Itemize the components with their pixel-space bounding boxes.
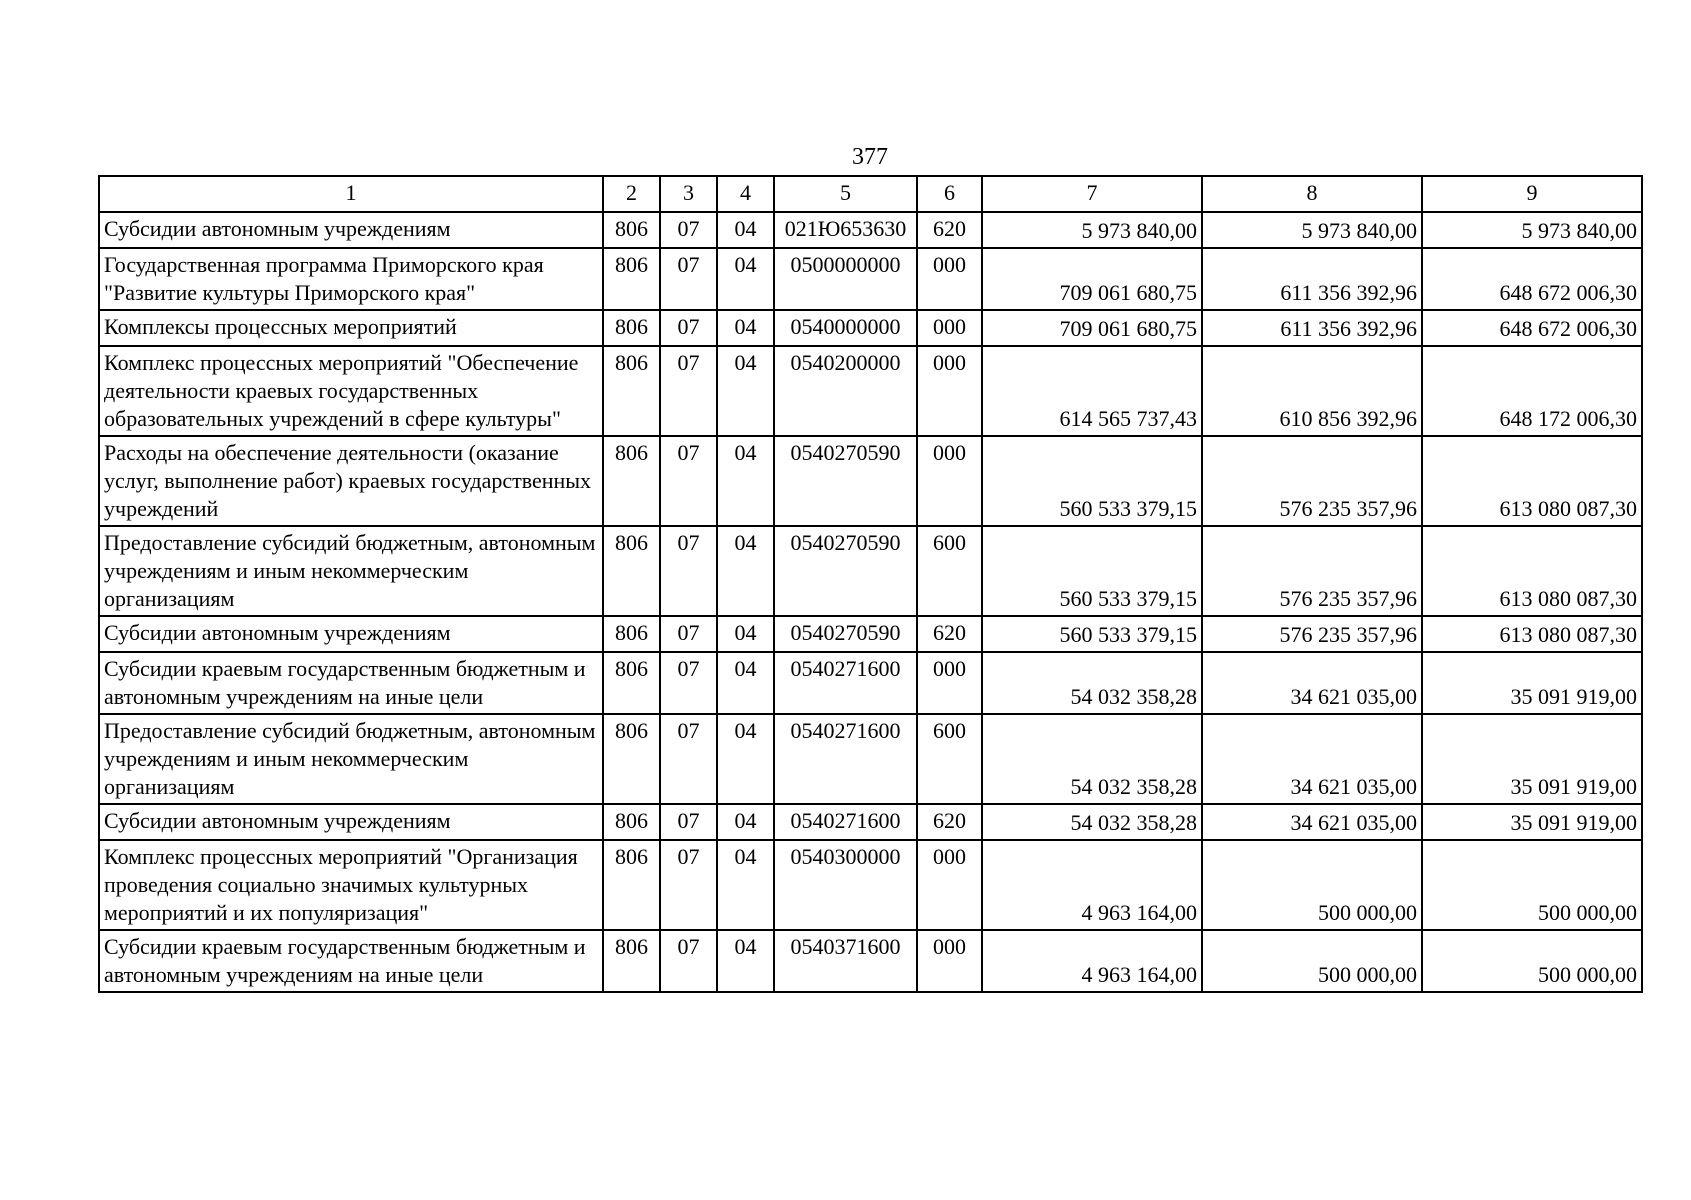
cell-col-2: 806 [603,436,660,526]
cell-col-7: 709 061 680,75 [982,310,1202,346]
cell-col-6: 000 [917,840,982,930]
cell-col-9: 613 080 087,30 [1422,436,1642,526]
table-row [99,804,1642,840]
cell-col-5: 0540271600 [774,714,917,804]
cell-col-7: 614 565 737,43 [982,346,1202,436]
column-header: 6 [917,176,982,212]
cell-col-3: 07 [660,436,717,526]
cell-col-8: 34 621 035,00 [1202,804,1422,840]
table-row [99,652,1642,714]
cell-col-6: 000 [917,310,982,346]
cell-col-6: 000 [917,652,982,714]
cell-col-5: 0540371600 [774,930,917,992]
cell-col-8: 34 621 035,00 [1202,714,1422,804]
cell-col-7: 560 533 379,15 [982,616,1202,652]
table-row [99,248,1642,310]
cell-col-9: 35 091 919,00 [1422,804,1642,840]
cell-col-6: 600 [917,714,982,804]
page-number: 377 [852,144,888,170]
cell-col-7: 4 963 164,00 [982,840,1202,930]
cell-col-9: 613 080 087,30 [1422,526,1642,616]
cell-col-4: 04 [717,714,774,804]
cell-col-5: 0500000000 [774,248,917,310]
cell-col-2: 806 [603,212,660,248]
cell-col-8: 576 235 357,96 [1202,526,1422,616]
cell-col-3: 07 [660,714,717,804]
cell-col-6: 000 [917,930,982,992]
cell-col-4: 04 [717,930,774,992]
cell-col-3: 07 [660,212,717,248]
row-name: Расходы на обеспечение деятельности (оказание услуг, выполнение работ) краевых государственных учреждений [99,436,603,526]
cell-col-9: 648 672 006,30 [1422,310,1642,346]
cell-col-6: 000 [917,436,982,526]
column-header: 9 [1422,176,1642,212]
row-name: Государственная программа Приморского края "Развитие культуры Приморского края" [99,248,603,310]
column-header: 5 [774,176,917,212]
cell-col-3: 07 [660,930,717,992]
cell-col-3: 07 [660,652,717,714]
cell-col-7: 54 032 358,28 [982,804,1202,840]
column-header: 2 [603,176,660,212]
table-row [99,840,1642,930]
cell-col-6: 620 [917,616,982,652]
cell-col-2: 806 [603,248,660,310]
cell-col-5: 0540271600 [774,652,917,714]
cell-col-5: 021Ю653630 [774,212,917,248]
row-name: Субсидии автономным учреждениям [99,804,603,840]
cell-col-9: 5 973 840,00 [1422,212,1642,248]
cell-col-4: 04 [717,310,774,346]
cell-col-4: 04 [717,840,774,930]
column-header: 8 [1202,176,1422,212]
cell-col-6: 000 [917,346,982,436]
row-name: Комплекс процессных мероприятий "Обеспечение деятельности краевых государственных образовательных учреждений в сфере культуры" [99,346,603,436]
row-name: Предоставление субсидий бюджетным, автономным учреждениям и иным некоммерческим организациям [99,714,603,804]
cell-col-4: 04 [717,212,774,248]
cell-col-3: 07 [660,526,717,616]
cell-col-6: 000 [917,248,982,310]
cell-col-9: 500 000,00 [1422,840,1642,930]
cell-col-8: 611 356 392,96 [1202,310,1422,346]
column-header: 4 [717,176,774,212]
row-name: Субсидии автономным учреждениям [99,212,603,248]
cell-col-2: 806 [603,652,660,714]
cell-col-2: 806 [603,930,660,992]
cell-col-7: 54 032 358,28 [982,714,1202,804]
cell-col-2: 806 [603,840,660,930]
cell-col-6: 620 [917,212,982,248]
table-row [99,310,1642,346]
cell-col-5: 0540200000 [774,346,917,436]
cell-col-7: 560 533 379,15 [982,526,1202,616]
cell-col-5: 0540270590 [774,616,917,652]
cell-col-5: 0540000000 [774,310,917,346]
row-name: Предоставление субсидий бюджетным, автономным учреждениям и иным некоммерческим организациям [99,526,603,616]
column-header: 7 [982,176,1202,212]
cell-col-3: 07 [660,248,717,310]
cell-col-3: 07 [660,840,717,930]
cell-col-8: 500 000,00 [1202,930,1422,992]
cell-col-8: 5 973 840,00 [1202,212,1422,248]
cell-col-6: 620 [917,804,982,840]
cell-col-8: 610 856 392,96 [1202,346,1422,436]
cell-col-2: 806 [603,526,660,616]
cell-col-4: 04 [717,436,774,526]
cell-col-4: 04 [717,616,774,652]
row-name: Субсидии краевым государственным бюджетным и автономным учреждениям на иные цели [99,930,603,992]
table-row [99,714,1642,804]
cell-col-5: 0540271600 [774,804,917,840]
cell-col-5: 0540300000 [774,840,917,930]
cell-col-7: 5 973 840,00 [982,212,1202,248]
cell-col-7: 709 061 680,75 [982,248,1202,310]
cell-col-9: 613 080 087,30 [1422,616,1642,652]
cell-col-3: 07 [660,310,717,346]
cell-col-8: 576 235 357,96 [1202,436,1422,526]
cell-col-2: 806 [603,616,660,652]
cell-col-2: 806 [603,346,660,436]
column-header: 3 [660,176,717,212]
row-name: Субсидии краевым государственным бюджетным и автономным учреждениям на иные цели [99,652,603,714]
table-header-row [99,176,1642,212]
table-row [99,526,1642,616]
cell-col-4: 04 [717,248,774,310]
table-row [99,616,1642,652]
cell-col-7: 560 533 379,15 [982,436,1202,526]
cell-col-9: 500 000,00 [1422,930,1642,992]
cell-col-9: 35 091 919,00 [1422,652,1642,714]
table-row [99,212,1642,248]
cell-col-5: 0540270590 [774,436,917,526]
table-row [99,436,1642,526]
cell-col-4: 04 [717,804,774,840]
cell-col-2: 806 [603,714,660,804]
cell-col-2: 806 [603,804,660,840]
cell-col-4: 04 [717,346,774,436]
cell-col-4: 04 [717,526,774,616]
cell-col-9: 35 091 919,00 [1422,714,1642,804]
cell-col-8: 611 356 392,96 [1202,248,1422,310]
cell-col-9: 648 172 006,30 [1422,346,1642,436]
column-header: 1 [99,176,603,212]
cell-col-2: 806 [603,310,660,346]
cell-col-7: 4 963 164,00 [982,930,1202,992]
table-row [99,930,1642,992]
cell-col-9: 648 672 006,30 [1422,248,1642,310]
budget-table [98,175,1643,993]
row-name: Комплексы процессных мероприятий [99,310,603,346]
cell-col-3: 07 [660,804,717,840]
table-row [99,346,1642,436]
row-name: Субсидии автономным учреждениям [99,616,603,652]
cell-col-4: 04 [717,652,774,714]
cell-col-3: 07 [660,346,717,436]
cell-col-8: 500 000,00 [1202,840,1422,930]
cell-col-7: 54 032 358,28 [982,652,1202,714]
cell-col-3: 07 [660,616,717,652]
cell-col-8: 34 621 035,00 [1202,652,1422,714]
cell-col-8: 576 235 357,96 [1202,616,1422,652]
row-name: Комплекс процессных мероприятий "Организация проведения социально значимых культурных мероприятий и их популяризация" [99,840,603,930]
cell-col-5: 0540270590 [774,526,917,616]
cell-col-6: 600 [917,526,982,616]
